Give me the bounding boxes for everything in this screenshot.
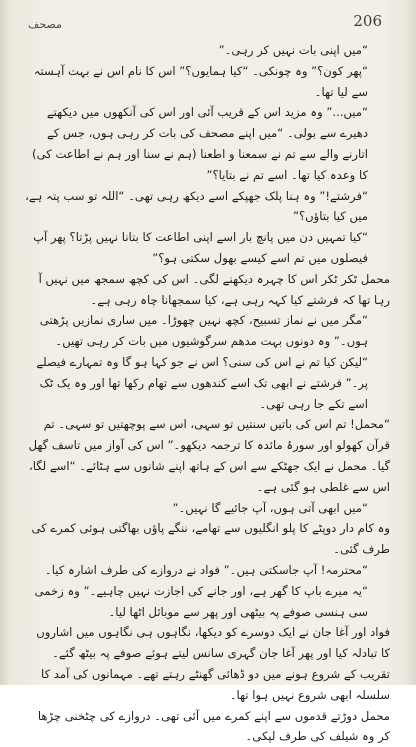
paragraph: “محترمہ! آپ جاسکتی ہیں۔” فواد نے دروازے کی طرف اشارہ کیا۔ (24, 560, 390, 581)
paragraph: “میں اپنی بات نہیں کر رہی۔” (24, 40, 390, 61)
page-number: 206 (353, 12, 382, 30)
paragraph: فواد اور آغا جان نے ایک دوسرے کو دیکھا، نگاہوں ہی نگاہوں میں اشاروں کا تبادلہ کیا اور پھر آغا جان گہری سانس لیتے ہوئے صوفے پہ بیٹھ گئے۔ تقریب کے شروع ہونے میں دو ڈھائی گھنٹے رہتے تھے۔ مہمانوں کی آمد کا سلسلہ ابھی شروع نہیں ہوا تھا۔ (24, 622, 390, 705)
paragraph: “محمل! تم اس کی باتیں سنتیں تو سہی، اس سے پوچھتیں تو سہی۔ تم قرآن کھولو اور سورۂ مائدہ کا ترجمہ دیکھو۔” اس کی آواز میں تاسف گھل گیا۔ محمل نے ایک جھٹکے سے اس کے ہاتھ اپنے شانوں سے ہٹائے۔ “اسے لگا، اس سے غلطی ہو گئی ہے۔ (24, 414, 390, 497)
paragraph: وہ کام دار دوپٹے کا پلو انگلیوں سے تھامے، ننگے پاؤں بھاگتی ہوئی کمرے کی طرف گئی۔ (24, 518, 390, 560)
paragraph: “میں ابھی آتی ہوں، آپ جائیے گا نہیں۔” (24, 498, 390, 519)
page-body (24, 40, 390, 670)
running-head: مصحف (28, 18, 62, 31)
paragraph: “پھر کون؟” وہ چونکی۔ “کیا ہمایوں؟” اس کا نام اس نے بہت آہستہ سے لیا تھا۔ (24, 61, 390, 103)
paragraph: “میں...” وہ مزید اس کے قریب آئی اور اس کی آنکھوں میں دیکھتے دھیرے سے بولی۔ “میں اپنے مصحف کی بات کر رہی ہوں، جس کے اتارنے والے سے تم نے سمعنا و اطعنا (ہم نے سنا اور ہم نے اطاعت کی) کا وعدہ کیا تھا۔ اسے تم نے بتایا؟” (24, 102, 390, 185)
paragraph: “یہ میرے باپ کا گھر ہے، اور جانے کی اجازت نہیں چاہیے۔” وہ زخمی سی ہنسی صوفے پہ بیٹھی اور پھر سے موبائل اٹھا لیا۔ (24, 581, 390, 623)
paragraph: “مگر میں نے نماز تسبیح، کچھ نہیں چھوڑا۔ میں ساری نمازیں پڑھتی ہوں۔” وہ دونوں بہت مدھم سرگوشیوں میں بات کر رہی تھیں۔ (24, 310, 390, 352)
paragraph: محمل ٹکر ٹکر اس کا چہرہ دیکھنے لگی۔ اس کی کچھ سمجھ میں نہیں آ رہا تھا کہ فرشتے کیا کہہ رہی ہے، کیا سمجھانا چاہ رہی ہے۔ (24, 269, 390, 311)
paragraph: محمل دوڑتے قدموں سے اپنے کمرے میں آئی تھی۔ دروازے کی چٹخنی چڑھا کر وہ شیلف کی طرف لپکی۔ (24, 706, 390, 747)
paragraph: “لیکن کیا تم نے اس کی سنی؟ اس نے جو کہا ہو گا وہ تمہارے فیصلے پر۔” فرشتے نے ابھی تک اسے کندھوں سے تھام رکھا تھا اور وہ یک ٹک اسے تکے جا رہی تھی۔ (24, 352, 390, 414)
paragraph: “کیا تمہیں دن میں پانچ بار اسے اپنی اطاعت کا بتانا نہیں پڑتا؟ پھر آپ فیصلوں میں تم اسے کیسے بھول سکتی ہو؟” (24, 227, 390, 269)
page-header (0, 0, 416, 36)
paragraph: “فرشتے!” وہ ہنا پلک جھپکے اسے دیکھ رہی تھی۔ “اللہ تو سب پتہ ہے، میں کیا بتاؤں؟” (24, 186, 390, 228)
